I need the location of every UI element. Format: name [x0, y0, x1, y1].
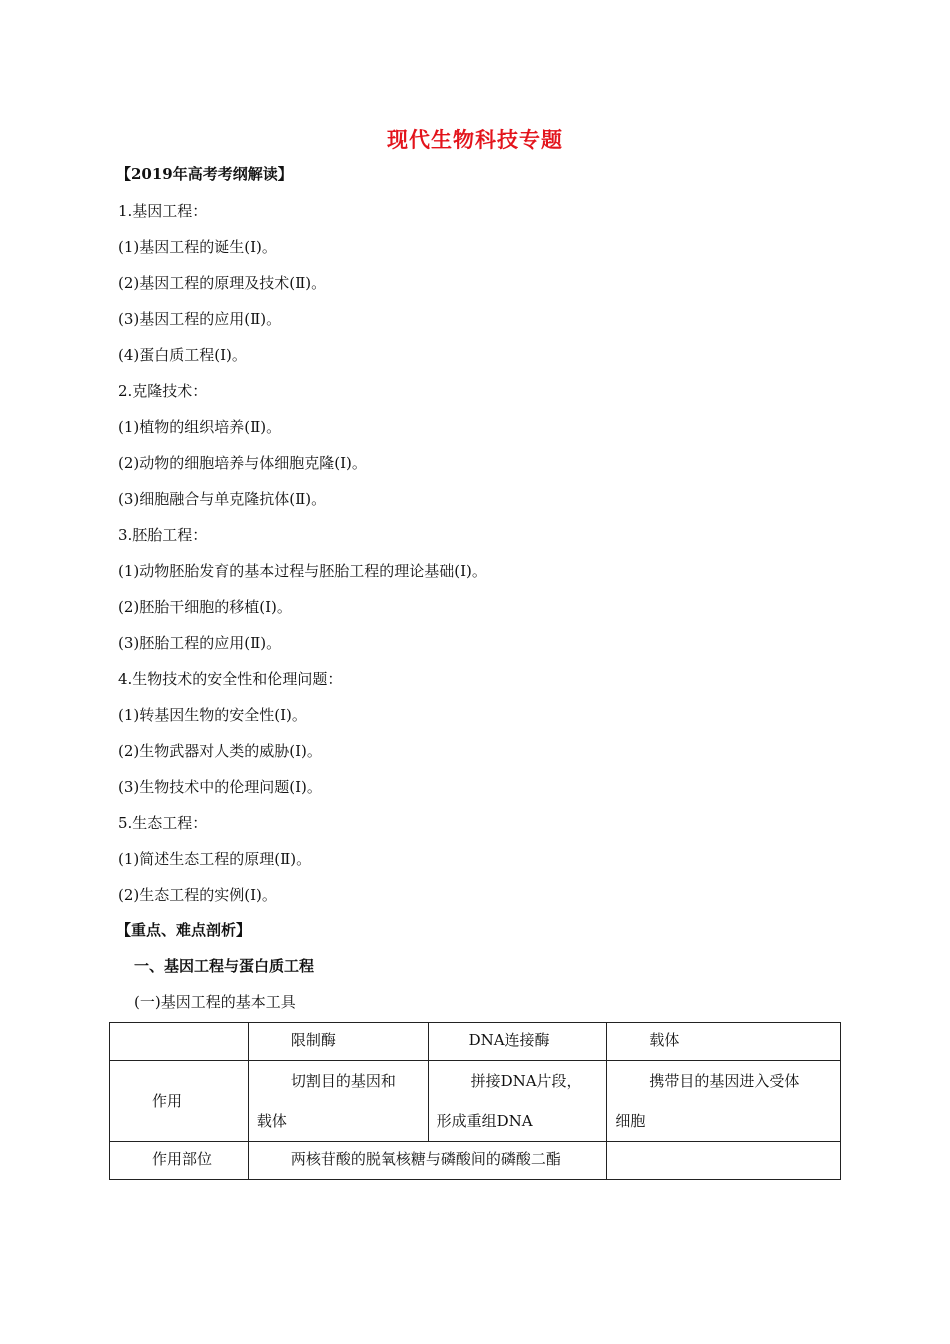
list-item: (1)植物的组织培养(Ⅱ)。	[118, 418, 282, 436]
list-item: (1)转基因生物的安全性(Ⅰ)。	[118, 706, 307, 724]
tools-table	[109, 1022, 841, 1180]
table-row-label: 作用部位	[110, 1142, 249, 1180]
table-cell	[607, 1142, 841, 1180]
subsection-subheading: (一)基因工程的基本工具	[134, 993, 296, 1011]
list-item-gene-engineering: 1.基因工程：	[118, 202, 208, 220]
table-cell-merged: 两核苷酸的脱氧核糖与磷酸间的磷酸二酯	[248, 1142, 607, 1180]
list-item: (3)细胞融合与单克隆抗体(Ⅱ)。	[118, 490, 327, 508]
table-cell: 切割目的基因和 载体	[248, 1061, 428, 1142]
table-cell: 拼接DNA片段， 形成重组DNA	[428, 1061, 607, 1142]
table-row	[110, 1061, 841, 1142]
list-item: (2)动物的细胞培养与体细胞克隆(Ⅰ)。	[118, 454, 367, 472]
table-cell: 携带目的基因进入受体 细胞	[607, 1061, 841, 1142]
list-item-embryo-engineering: 3.胚胎工程：	[118, 526, 208, 544]
table-header-cell: 载体	[607, 1023, 841, 1061]
list-item: (1)基因工程的诞生(Ⅰ)。	[118, 238, 277, 256]
list-item: (2)胚胎干细胞的移植(Ⅰ)。	[118, 598, 292, 616]
list-item: (1)动物胚胎发育的基本过程与胚胎工程的理论基础(Ⅰ)。	[118, 562, 487, 580]
list-item: (2)生物武器对人类的威胁(Ⅰ)。	[118, 742, 322, 760]
list-item: (3)生物技术中的伦理问题(Ⅰ)。	[118, 778, 322, 796]
subsection-heading: 一、基因工程与蛋白质工程	[134, 957, 315, 975]
page-title: 现代生物科技专题	[387, 127, 563, 152]
table-row-label: 作用	[110, 1061, 249, 1142]
list-item: (3)基因工程的应用(Ⅱ)。	[118, 310, 282, 328]
list-item: (3)胚胎工程的应用(Ⅱ)。	[118, 634, 282, 652]
list-item-cloning: 2.克隆技术：	[118, 382, 208, 400]
table-row	[110, 1142, 841, 1180]
list-item: (2)生态工程的实例(Ⅰ)。	[118, 886, 277, 904]
list-item: (4)蛋白质工程(Ⅰ)。	[118, 346, 247, 364]
list-item-ecological-engineering: 5.生态工程：	[118, 814, 208, 832]
table-header-cell	[110, 1023, 249, 1061]
list-item-biotech-safety: 4.生物技术的安全性和伦理问题：	[118, 670, 343, 688]
section-heading-analysis: 【重点、难点剖析】	[116, 921, 252, 939]
table-header-cell: 限制酶	[248, 1023, 428, 1061]
list-item: (1)简述生态工程的原理(Ⅱ)。	[118, 850, 312, 868]
section-heading-syllabus: 【2019年高考考纲解读】	[116, 165, 293, 183]
table-header-row	[110, 1023, 841, 1061]
table-header-cell: DNA连接酶	[428, 1023, 607, 1061]
list-item: (2)基因工程的原理及技术(Ⅱ)。	[118, 274, 327, 292]
